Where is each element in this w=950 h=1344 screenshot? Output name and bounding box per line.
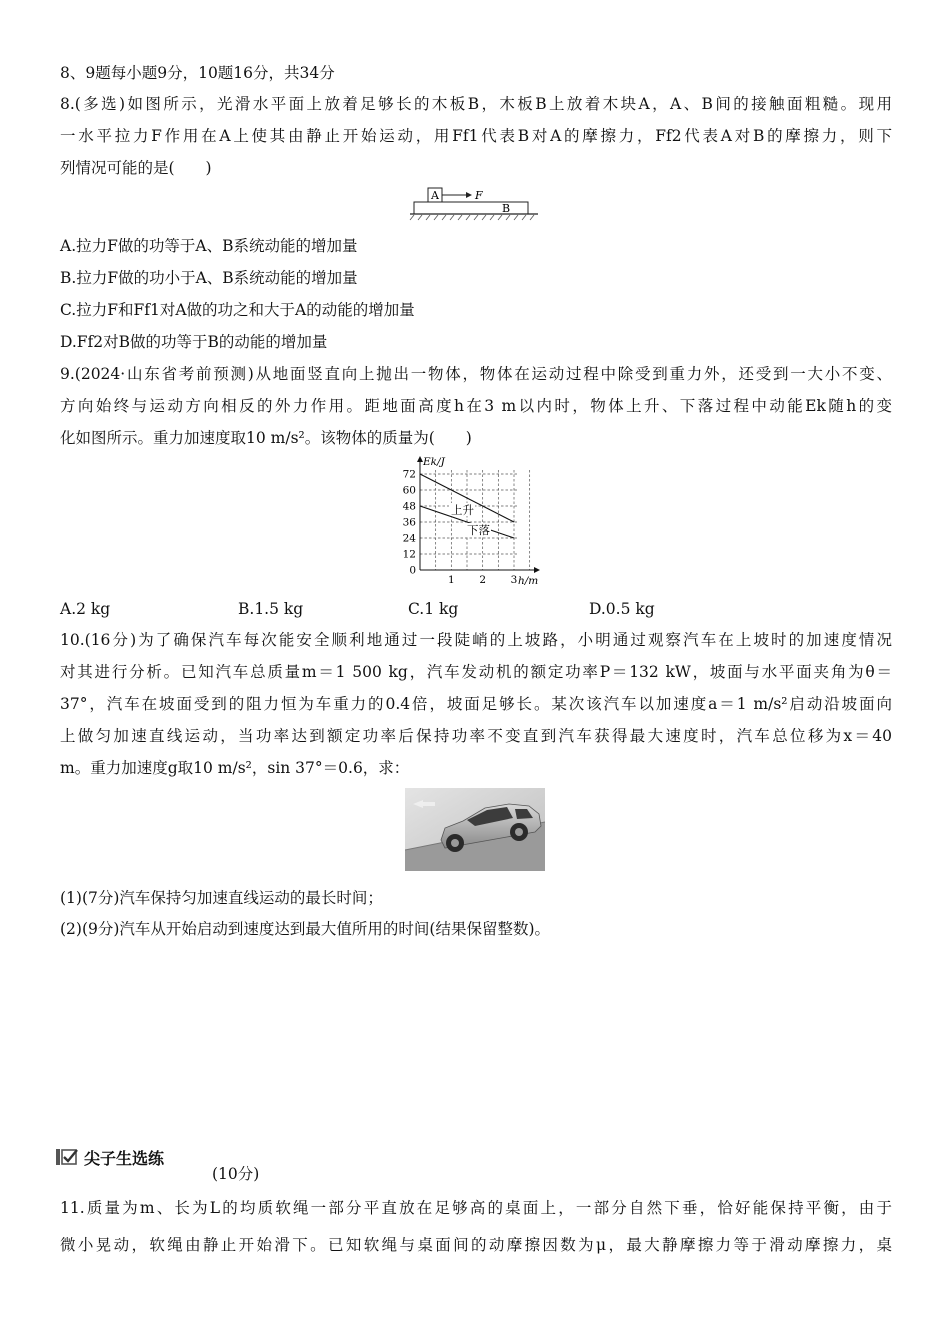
q10-line-3: 37°，汽车在坡面受到的阻力恒为车重力的0.4倍，坡面足够长。某次该汽车以加速度a＝1 m/s²启动沿坡面向: [60, 695, 892, 713]
q8-line-1: 8.(多选)如图所示，光滑水平面上放着足够长的木板B，木板B上放着木块A，A、B间的接触面粗糙。现用: [60, 95, 892, 113]
y-tick-label: 24: [402, 532, 416, 545]
q9-option-d: D.0.5 kg: [589, 600, 655, 618]
q8-line-3: 列情况可能的是( ): [60, 159, 212, 177]
series-label: 上升: [451, 503, 474, 517]
y-tick-label: 72: [402, 468, 416, 481]
x-tick-label: 2: [479, 574, 487, 586]
car-on-slope-photo: [405, 788, 545, 871]
force-label: F: [475, 189, 483, 202]
q9-option-c: C.1 kg: [408, 600, 459, 618]
section-points: (10分): [212, 1165, 260, 1183]
q8-option-c: C.拉力F和Ff1对A做的功之和大于A的动能的增加量: [60, 301, 415, 319]
force-arrow-head: [466, 192, 472, 198]
series-label: 下落: [467, 523, 490, 537]
y-axis-label: Ek/J: [423, 456, 445, 468]
q11-line-2: 微小晃动，软绳由静止开始滑下。已知软绳与桌面间的动摩擦因数为μ，最大静摩擦力等于滑动摩擦力，桌: [60, 1236, 892, 1254]
block-a-label: A: [431, 189, 439, 202]
checkbox-check-icon: [56, 1148, 78, 1166]
y-tick-label: 0: [409, 564, 416, 577]
x-tick-label: 1: [447, 574, 455, 586]
q8-option-d: D.Ff2对B做的功等于B的动能的增加量: [60, 333, 328, 351]
ground-hatch: [410, 215, 534, 220]
q8-option-a: A.拉力F做的功等于A、B系统动能的增加量: [60, 237, 358, 255]
q9-option-b: B.1.5 kg: [238, 600, 304, 618]
y-tick-label: 36: [402, 516, 416, 529]
x-axis-label: h/m: [518, 575, 539, 587]
board-b: [414, 202, 528, 214]
q10-line-4: 上做匀加速直线运动，当功率达到额定功率后保持功率不变直到汽车获得最大速度时，汽车总位移为x＝40: [60, 727, 892, 745]
q9-line-2: 方向始终与运动方向相反的外力作用。距地面高度h在3 m以内时，物体上升、下落过程中动能Ek随h的变: [60, 397, 892, 415]
q9-line-1: 9.(2024·山东省考前预测)从地面竖直向上抛出一物体，物体在运动过程中除受到重力外，还受到一大小不变、: [60, 365, 892, 383]
q9-line-3: 化如图所示。重力加速度取10 m/s²。该物体的质量为( ): [60, 429, 472, 447]
x-axis-arrow: [534, 567, 540, 573]
q8-line-2: 一水平拉力F作用在A上使其由静止开始运动，用Ff1代表B对A的摩擦力，Ff2代表A对B的摩擦力，则下: [60, 127, 892, 145]
q10-sub-2: (2)(9分)汽车从开始启动到速度达到最大值所用的时间(结果保留整数)。: [60, 920, 551, 938]
q9-option-a: A.2 kg: [60, 600, 111, 618]
section-title: 尖子生选练: [84, 1148, 165, 1168]
q8-block-board-diagram: [408, 185, 542, 223]
y-tick-label: 60: [402, 484, 416, 497]
score-header: 8、9题每小题9分，10题16分，共34分: [60, 64, 335, 82]
y-tick-label: 48: [402, 500, 416, 513]
board-b-label: B: [501, 202, 511, 215]
q8-option-b: B.拉力F做的功小于A、B系统动能的增加量: [60, 269, 358, 287]
x-tick-label: 3: [510, 574, 518, 586]
q11-line-1: 11.质量为m、长为L的均质软绳一部分平直放在足够高的桌面上，一部分自然下垂，恰好能保持平衡，由于: [60, 1199, 892, 1217]
ek-vs-h-chart: [392, 454, 562, 589]
y-tick-label: 12: [402, 548, 416, 561]
q10-sub-1: (1)(7分)汽车保持匀加速直线运动的最长时间；: [60, 889, 383, 907]
q10-line-1: 10.(16分)为了确保汽车每次能安全顺利地通过一段陡峭的上坡路，小明通过观察汽车在上坡时的加速度情况: [60, 631, 892, 649]
section-header: [56, 1145, 164, 1169]
q10-line-2: 对其进行分析。已知汽车总质量m＝1 500 kg，汽车发动机的额定功率P＝132 kW，坡面与水平面夹角为θ＝: [60, 663, 892, 681]
q10-line-5: m。重力加速度g取10 m/s²，sin 37°＝0.6，求：: [60, 759, 410, 777]
